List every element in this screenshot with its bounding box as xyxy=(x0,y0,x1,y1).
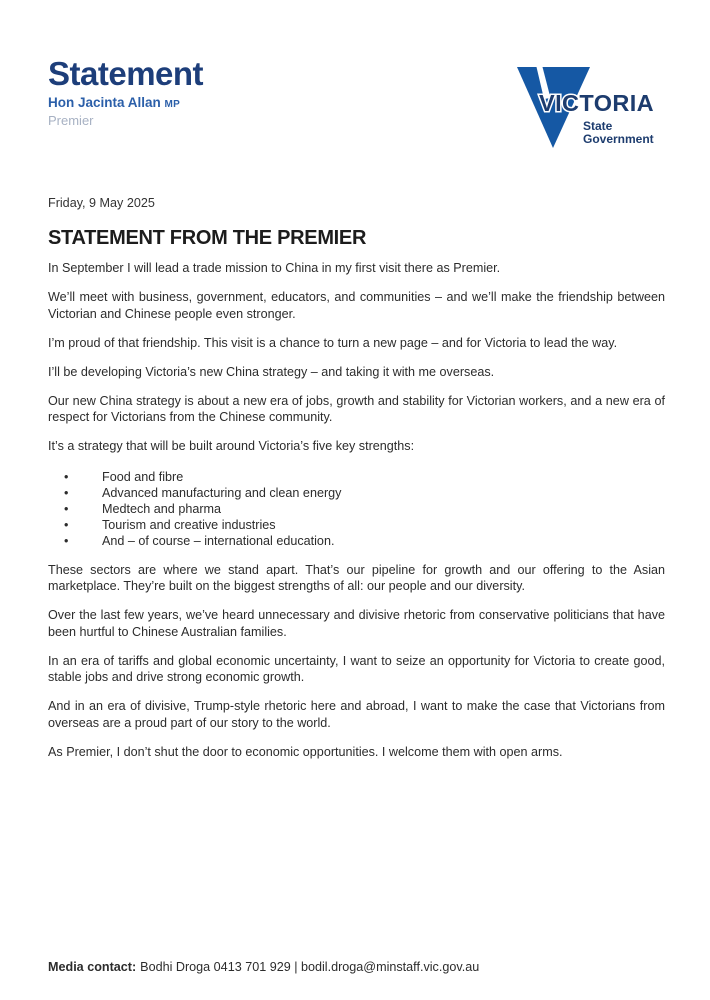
key-strengths-list xyxy=(48,469,665,549)
minister-name-text: Hon Jacinta Allan xyxy=(48,95,161,110)
paragraph: It’s a strategy that will be built around Victoria’s five key strengths: xyxy=(48,439,415,453)
list-item xyxy=(48,501,665,517)
list-item xyxy=(48,485,665,501)
list-item xyxy=(48,533,665,549)
paragraph: We’ll meet with business, government, educators, and communities – and we’ll make the friendship between Victorian and Chinese people even stronger. xyxy=(48,290,665,321)
list-item-label: And – of course – international education. xyxy=(102,533,335,548)
masthead xyxy=(48,56,203,128)
paragraph: And in an era of divisive, Trump-style rhetoric here and abroad, I want to make the case that Victorians from overseas are a proud part of our story to the world. xyxy=(48,699,665,730)
media-contact-footer xyxy=(48,959,479,975)
minister-name xyxy=(48,96,203,112)
bullet-icon: • xyxy=(64,485,69,500)
paragraph: I’ll be developing Victoria’s new China strategy – and taking it with me overseas. xyxy=(48,364,495,379)
minister-postnominal: MP xyxy=(164,99,181,110)
list-item-label: Medtech and pharma xyxy=(102,501,222,516)
media-contact-label: Media contact: xyxy=(48,960,137,974)
list-item-label: Tourism and creative industries xyxy=(102,517,276,532)
paragraph: Our new China strategy is about a new era of jobs, growth and stability for Victorian workers, and a new era of respect for Victorians from the Chinese community. xyxy=(48,393,665,424)
logo-brand-wordmark: VICTORIA xyxy=(539,90,655,116)
logo-sub-line1: State xyxy=(583,119,613,133)
list-item xyxy=(48,517,665,533)
bullet-icon: • xyxy=(64,469,69,484)
media-contact-details: Bodhi Droga 0413 701 929 | bodil.droga@minstaff.vic.gov.au xyxy=(140,960,480,974)
bullet-icon: • xyxy=(64,501,69,516)
bullet-icon: • xyxy=(64,517,69,532)
paragraph: These sectors are where we stand apart. That’s our pipeline for growth and our offering to the Asian marketplace. They’re built on the biggest strengths of all: our people and our diversity. xyxy=(48,562,665,593)
paragraph: In an era of tariffs and global economic uncertainty, I want to seize an opportunity for Victoria to create good, stable jobs and drive strong economic growth. xyxy=(48,653,665,684)
minister-role: Premier xyxy=(48,113,94,128)
logo-sub-line2: Government xyxy=(583,132,654,146)
list-item-label: Food and fibre xyxy=(102,469,184,484)
victoria-logo-icon xyxy=(510,58,675,150)
paragraph: In September I will lead a trade mission to China in my first visit there as Premier. xyxy=(48,261,501,275)
document-body xyxy=(48,260,665,773)
list-item xyxy=(48,469,665,485)
paragraph: As Premier, I don’t shut the door to economic opportunities. I welcome them with open arms. xyxy=(48,744,563,759)
document-date: Friday, 9 May 2025 xyxy=(48,196,155,210)
bullet-icon: • xyxy=(64,533,69,548)
statement-headline: STATEMENT FROM THE PREMIER xyxy=(48,227,367,249)
page-title: Statement xyxy=(48,55,204,92)
paragraph: Over the last few years, we’ve heard unnecessary and divisive rhetoric from conservative politicians that have been hurtful to Chinese Australian families. xyxy=(48,608,665,639)
victoria-state-government-logo xyxy=(510,58,675,150)
list-item-label: Advanced manufacturing and clean energy xyxy=(102,485,342,500)
paragraph: I’m proud of that friendship. This visit is a chance to turn a new page – and for Victoria to lead the way. xyxy=(48,335,618,350)
